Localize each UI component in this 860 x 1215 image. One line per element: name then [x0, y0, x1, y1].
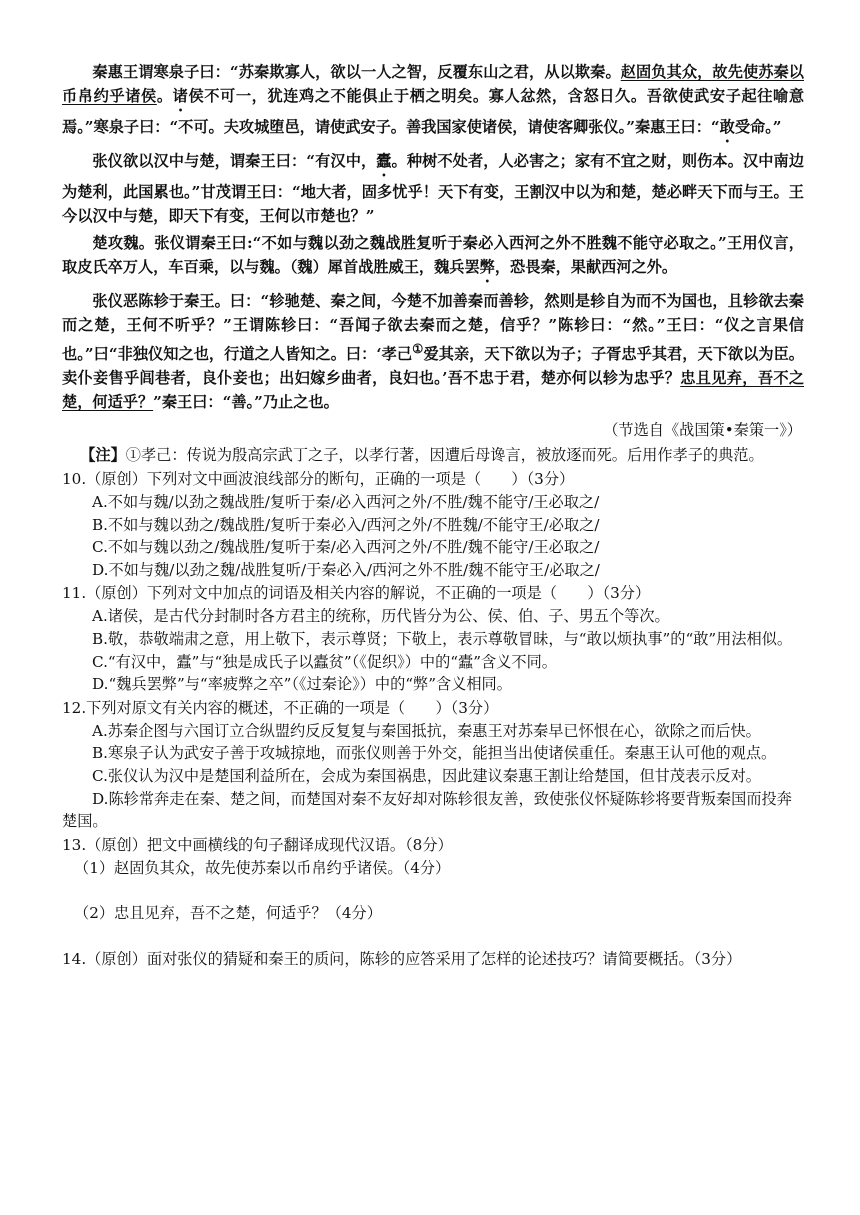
note-text: ①孝己：传说为殷高宗武丁之子，以孝行著，因遭后母谗言，被放逐而死。后用作孝子的典范。 — [125, 446, 764, 465]
question-11-option-d: D.“魏兵罢弊”与“率疲弊之卒”（《过秦论》）中的“弊”含义相同。 — [92, 675, 512, 694]
exam-page — [62, 60, 804, 971]
passage-text: ”秦王曰：“善。”乃止之也。 — [153, 393, 339, 412]
question-10-option-a: A.不如与魏/以劲之魏战胜/复听于秦/必入西河之外/不胜/魏不能守/王必取之/ — [92, 493, 600, 512]
passage-text: 秦惠王谓寒泉子曰：“苏秦欺寡人，欲以一人之智，反覆东山之君，从以欺秦。 — [92, 63, 621, 81]
question-12-option-d: D.陈轸常奔走在秦、楚之间，而楚国对秦不友好却对陈轸很友善，致使张仪怀疑陈轸将要背叛秦国而投奔楚国。 — [62, 789, 792, 831]
question-13 — [62, 834, 804, 947]
passage-source: （节选自《战国策•秦策一》） — [603, 421, 802, 440]
question-13-stem: 13.（原创）把文中画横线的句子翻译成现代汉语。（8分） — [62, 835, 453, 854]
answer-space-2 — [62, 925, 804, 947]
footnote-mark: ① — [412, 341, 424, 356]
question-12-option-c: C.张仪认为汉中是楚国利益所在，会成为秦国祸患，因此建议秦惠王割让给楚国，但甘茂表示反对。 — [92, 767, 761, 785]
question-11-stem: 11.（原创）下列对文中加点的词语及相关内容的解说，不正确的一项是（ ）（3分） — [62, 584, 651, 603]
passage-text: ，恐畏秦，果献西河之外。 — [494, 258, 678, 276]
passage-text: 张仪欲以汉中与楚，谓秦王曰：“有汉中， — [92, 152, 377, 170]
passage-text: 爱其亲，天下欲以为子；子胥忠乎其君，天下欲以为臣。卖仆妾售乎闾巷者，良仆妾也；出妇嫁乡曲者，良妇也。’吾不忠于君，楚亦何以轸为忠乎？ — [62, 345, 804, 388]
question-12-option-a: A.苏秦企图与六国订立合纵盟约反反复复与秦国抵抗，秦惠王对苏秦早已怀恨在心，欲除之而后快。 — [92, 721, 761, 740]
question-10-option-d: D.不如与魏/以劲之魏/战胜复听/于秦必入/西河之外不胜/魏不能守王/必取之/ — [92, 560, 600, 579]
question-12-option-b: B.寒泉子认为武安子善于攻城掠地，而张仪则善于外交，能担当出使诸侯重任。秦惠王认可他的观点。 — [92, 744, 777, 763]
underlined-sentence: 忠且见弃，吾不之楚，何适乎？ — [62, 369, 805, 412]
dotted-word: 敢 — [719, 118, 735, 136]
passage-text: 。种树不处者，人必害之；家有不宜之财，则伤本。汉中南边为楚利，此国累也。”甘茂谓王曰：“地大者，固多忧乎！天下有变，王割汉中以为和楚，楚必畔天下而与王。王今以汉中与楚，即天下有变，王何以市楚也？” — [62, 152, 805, 225]
question-13-part-1: （1）赵固负其众，故先使苏秦以币帛约乎诸侯。（4分） — [74, 858, 451, 877]
question-11-option-c: C.“有汉中，蠹”与“独是成氏子以蠹贫”（《促织》）中的“蠹”含义不同。 — [92, 652, 557, 671]
note-label: 【注】 — [80, 446, 126, 465]
passage-text: 张仪恶陈轸于秦王。曰：“轸驰楚、秦之间，今楚不加善秦而善轸，然则是轸自为而不为国也，且轸欲去秦而之楚，王何不听乎？”王谓陈轸曰：“吾闻子欲去秦而之楚，信乎？”陈轸曰：“然。”王曰：“仪之言果信也。”曰“非独仪知之也，行道之人皆知之。曰：‘孝己 — [62, 292, 804, 364]
question-13-part-2: （2）忠且见弃，吾不之楚，何适乎？（4分） — [74, 903, 382, 922]
dotted-word: 诸 — [172, 87, 189, 105]
annotation-note — [62, 443, 804, 467]
question-10 — [62, 468, 804, 581]
passage-paragraph-3 — [62, 231, 804, 286]
question-14 — [62, 948, 804, 971]
question-10-option-b: B.不如与魏以劲之/魏战胜/复听于秦必入/西河之外/不胜魏/不能守王/必取之/ — [92, 515, 600, 534]
passage-paragraph-1 — [62, 60, 804, 146]
answer-space-1 — [62, 880, 804, 902]
question-11-option-a: A.诸侯，是古代分封制时各方君主的统称，历代皆分为公、侯、伯、子、男五个等次。 — [92, 607, 670, 626]
question-14-stem: 14.（原创）面对张仪的猜疑和秦王的质问，陈轸的应答采用了怎样的论述技巧？请简要概括。（3分） — [62, 949, 742, 968]
question-12-stem: 12.下列对原文有关内容的概述，不正确的一项是（ ）（3分） — [62, 698, 499, 717]
question-10-option-c: C.不如与魏以劲之/魏战胜/复听于秦/必入西河之外/不胜/魏不能守/王必取之/ — [92, 538, 600, 557]
passage-paragraph-4 — [62, 289, 804, 414]
passage-text: 楚攻魏。张仪谓秦王曰:“不如与魏以劲之魏战胜复听于秦必入西河之外不胜魏不能守必取之。”王用仪言，取皮氏卒万人，车百乘，以与魏。（魏）犀首战胜威王，魏兵罢 — [62, 234, 804, 276]
question-11 — [62, 582, 804, 695]
passage-text: 侯不可一，犹连鸡之不能俱止于栖之明矣。寡人忿然，含怒日久。吾欲使武安子起往喻意焉。”寒泉子曰：“不可。夫攻城堕邑，请使武安子。善我国家使诸侯，请使客卿张仪。”秦惠王曰：“ — [62, 87, 805, 136]
dotted-word: 弊 — [479, 258, 495, 276]
question-10-stem: 10.（原创）下列对文中画波浪线部分的断句，正确的一项是（ ）（3分） — [62, 470, 575, 489]
question-12 — [62, 697, 804, 833]
question-11-option-b: B.敬，恭敬端肃之意，用上敬下，表示尊贤；下敬上，表示尊敬冒昧，与“敢以烦执事”的“敢”用法相似。 — [92, 630, 793, 649]
underlined-sentence: 赵固负其众，故先使苏秦以币帛约乎诸侯 — [62, 63, 804, 105]
passage-text: 受命。” — [734, 118, 782, 136]
dotted-word: 蠹 — [376, 152, 392, 170]
passage-text: 。 — [156, 87, 173, 105]
passage-paragraph-2 — [62, 149, 804, 228]
